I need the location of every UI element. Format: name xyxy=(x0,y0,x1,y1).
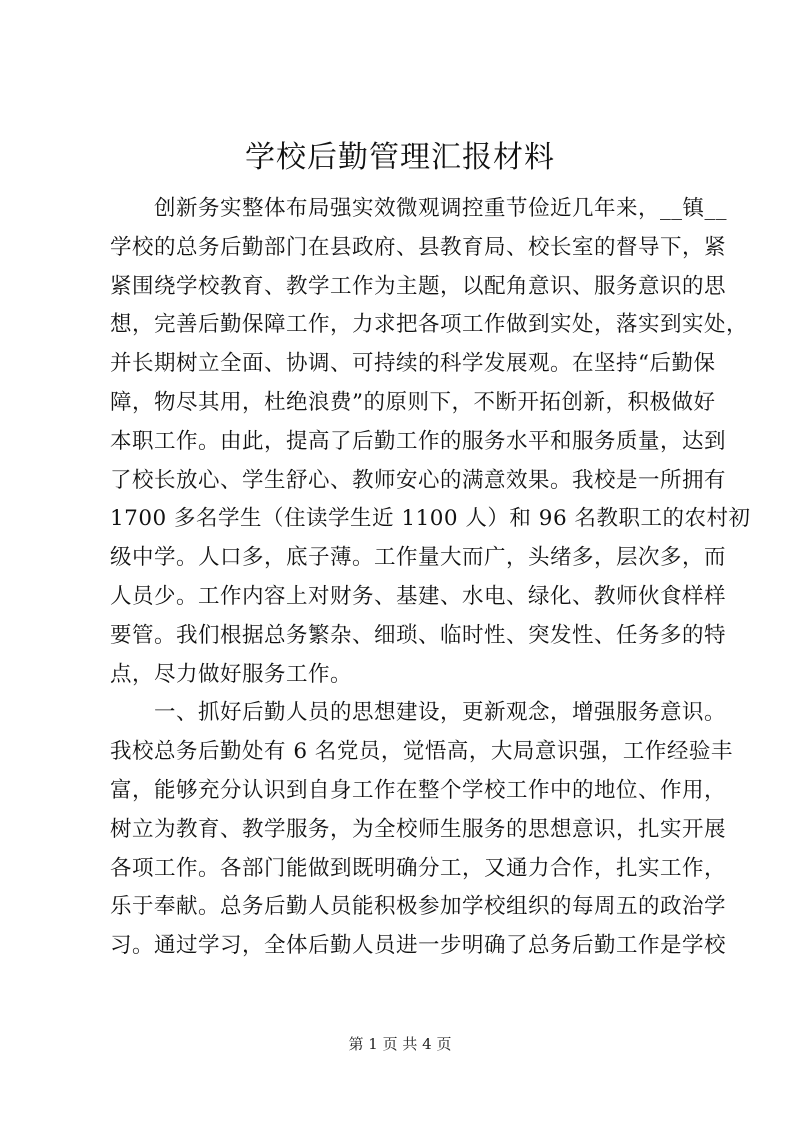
text-line: 学校的总务后勤部门在县政府、县教育局、校长室的督导下，紧 xyxy=(110,234,727,260)
text-line: 我校总务后勤处有 6 名党员，觉悟高，大局意识强，工作经验丰 xyxy=(110,739,733,765)
text-line: 创新务实整体布局强实效微观调控重节俭近几年来，__镇__ xyxy=(110,196,728,221)
document-body xyxy=(110,190,751,966)
text-line: 富，能够充分认识到自身工作在整个学校工作中的地位、作用， xyxy=(110,777,727,803)
text-line: 1700 多名学生（住读学生近 1100 人）和 96 名教职工的农村初 xyxy=(110,506,751,532)
page-footer: 第 1 页 共 4 页 xyxy=(348,1035,452,1053)
text-line: 级中学。人口多，底子薄。工作量大而广，头绪多，层次多，而 xyxy=(110,545,727,571)
text-line: 想，完善后勤保障工作，力求把各项工作做到实处，落实到实处， xyxy=(110,312,749,338)
document-title: 学校后勤管理汇报材料 xyxy=(245,140,555,175)
text-line: 一、抓好后勤人员的思想建设，更新观念，增强服务意识。 xyxy=(110,700,727,726)
text-line: 人员少。工作内容上对财务、基建、水电、绿化、教师伙食样样 xyxy=(110,583,727,609)
text-line: 并长期树立全面、协调、可持续的科学发展观。在坚持“后勤保 xyxy=(110,351,716,377)
text-line: 习。通过学习，全体后勤人员进一步明确了总务后勤工作是学校 xyxy=(110,933,727,959)
text-line: 要管。我们根据总务繁杂、细琐、临时性、突发性、任务多的特 xyxy=(110,622,727,648)
text-line: 各项工作。各部门能做到既明确分工，又通力合作，扎实工作， xyxy=(110,855,727,881)
text-line: 紧围绕学校教育、教学工作为主题，以配角意识、服务意识的思 xyxy=(110,273,727,299)
text-line: 了校长放心、学生舒心、教师安心的满意效果。我校是一所拥有 xyxy=(110,467,727,493)
text-line: 障，物尽其用，杜绝浪费”的原则下，不断开拓创新，积极做好 xyxy=(110,389,716,415)
text-line: 本职工作。由此，提高了后勤工作的服务水平和服务质量，达到 xyxy=(110,428,727,454)
text-line: 树立为教育、教学服务，为全校师生服务的思想意识，扎实开展 xyxy=(110,816,727,842)
text-line: 乐于奉献。总务后勤人员能积极参加学校组织的每周五的政治学 xyxy=(110,894,727,920)
text-line: 点，尽力做好服务工作。 xyxy=(110,661,353,687)
